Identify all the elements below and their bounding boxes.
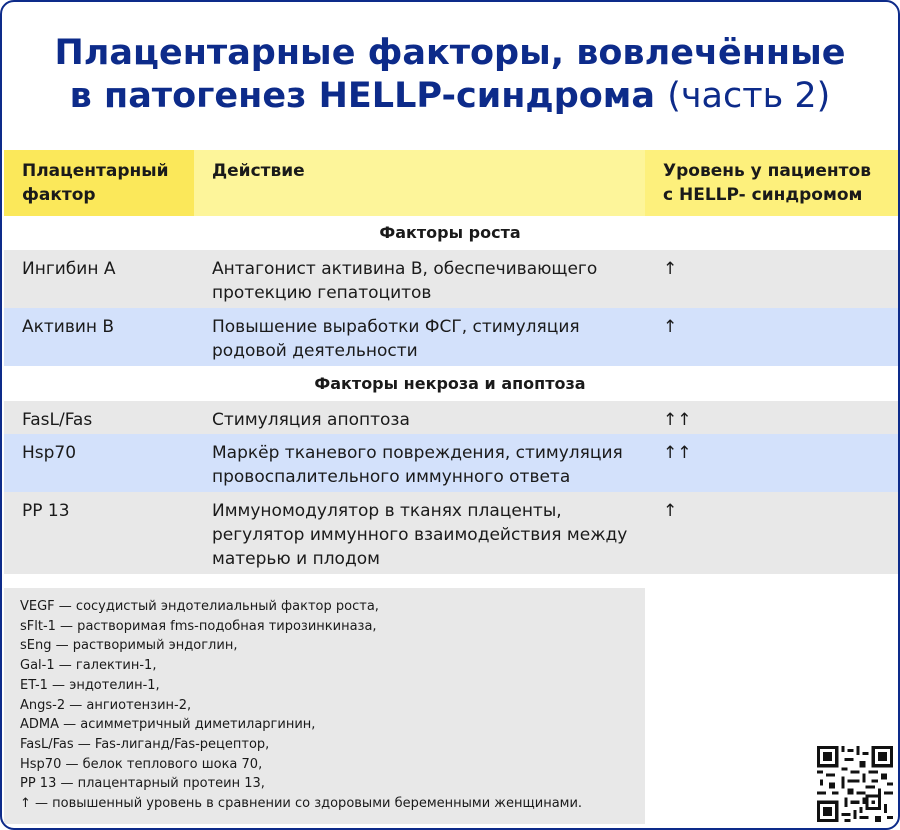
note-line: ADMA — асимметричный диметиларгинин, [20,717,316,733]
row-action: Стимуляция апоптоза [194,401,645,434]
table-row [2,401,898,434]
abbreviations-note [4,588,645,824]
row-action: Повышение выработки ФСГ, стимуляция родовой деятельности [194,308,645,366]
row-action: Антагонист активина В, обеспечивающего протекцию гепатоцитов [194,250,645,308]
title-line-2 [2,75,898,118]
page-title [2,32,898,118]
table-row [2,434,898,492]
row-level: ↑↑ [645,434,898,492]
note-line: sFlt-1 — растворимая fms-подобная тирозинкиназа, [20,618,377,634]
table-row [2,250,898,308]
row-level: ↑ [645,308,898,366]
note-line: PP 13 — плацентарный протеин 13, [20,776,265,792]
note-line: ET-1 — эндотелин-1, [20,677,160,693]
note-line: sEng — растворимый эндоглин, [20,638,238,654]
row-factor: Hsp70 [4,434,194,492]
row-factor: PP 13 [4,492,194,574]
note-line: Hsp70 — белок теплового шока 70, [20,756,263,772]
row-level: ↑ [645,250,898,308]
header-level: Уровень у пациентов с HELLP- синдромом [645,150,898,216]
note-line: Gal-1 — галектин-1, [20,658,157,674]
table-row [2,492,898,574]
note-line: Angs-2 — ангиотензин-2, [20,697,192,713]
row-factor: Активин В [4,308,194,366]
note-line: ↑ — повышенный уровень в сравнении со здоровыми беременными женщинами. [20,796,583,812]
row-factor: Ингибин А [4,250,194,308]
table-header [2,150,898,216]
title-line-2-bold: в патогенез HELLP-синдрома [69,76,656,116]
row-action: Маркёр тканевого повреждения, стимуляция провоспалительного иммунного ответа [194,434,645,492]
qr-code-icon[interactable] [817,746,893,822]
row-factor: FasL/Fas [4,401,194,434]
section-title: Факторы некроза и апоптоза [314,374,586,393]
row-level: ↑↑ [645,401,898,434]
title-line-1: Плацентарные факторы, вовлечённые [54,33,846,73]
section-title: Факторы роста [379,223,521,242]
header-factor: Плацентарный фактор [4,150,194,216]
row-level: ↑ [645,492,898,574]
row-action: Иммуномодулятор в тканях плаценты, регулятор иммунного взаимодействия между матерью и плодом [194,492,645,574]
title-line-2-light: (часть 2) [667,76,831,116]
header-action: Действие [194,150,645,216]
note-line: FasL/Fas — Fas-лиганд/Fas-рецептор, [20,736,270,752]
note-line: VEGF — сосудистый эндотелиальный фактор роста, [20,599,379,614]
table-row [2,308,898,366]
